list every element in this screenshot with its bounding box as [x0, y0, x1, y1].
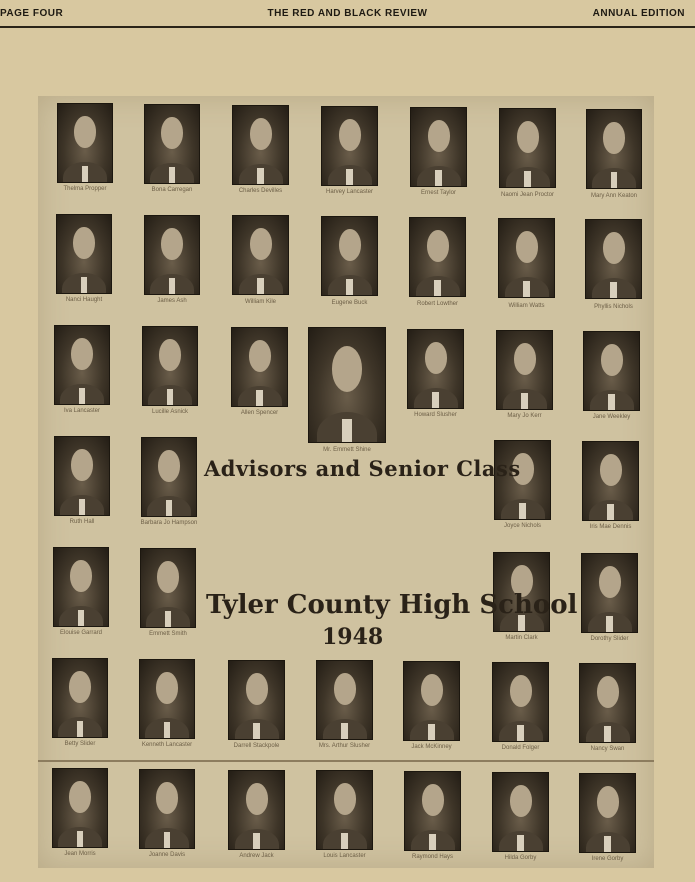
portrait-photo	[499, 108, 556, 188]
portrait-caption: Mrs. Arthur Slusher	[318, 743, 371, 749]
portrait-caption: Robert Lowther	[416, 301, 459, 307]
page-number: PAGE FOUR	[0, 8, 64, 19]
senior-portrait	[54, 325, 110, 414]
portrait-caption: William Watts	[508, 303, 545, 309]
portrait-photo	[404, 771, 461, 851]
portrait-caption: Eugene Buck	[331, 300, 368, 306]
portrait-caption: Louis Lancaster	[323, 853, 366, 859]
senior-portrait	[579, 663, 636, 752]
portrait-caption: Kenneth Lancaster	[141, 742, 193, 748]
school-name: Tyler County High School	[206, 590, 578, 620]
senior-portrait	[579, 773, 636, 862]
portrait-caption: Nancy Swan	[590, 746, 625, 752]
portrait-photo	[144, 104, 200, 184]
senior-portrait	[232, 105, 289, 194]
senior-portrait	[581, 553, 638, 642]
senior-portrait	[492, 662, 549, 751]
portrait-caption: William Kile	[244, 299, 276, 305]
portrait-photo	[53, 547, 109, 627]
portrait-photo	[581, 553, 638, 633]
senior-portrait	[407, 329, 464, 418]
senior-portrait	[410, 107, 467, 196]
senior-portrait	[140, 437, 198, 526]
portrait-photo	[409, 217, 466, 297]
portrait-photo	[231, 327, 288, 407]
senior-portrait	[228, 660, 285, 749]
senior-portrait	[140, 548, 196, 637]
portrait-caption: Joanne Davis	[148, 852, 186, 858]
senior-portrait	[231, 327, 288, 416]
senior-portrait	[142, 326, 198, 415]
portrait-caption: Hilda Gorby	[504, 855, 537, 861]
portrait-photo	[142, 326, 198, 406]
portrait-caption: Howard Slusher	[414, 412, 457, 418]
portrait-caption: Darrell Stackpole	[233, 743, 280, 749]
portrait-caption: Iva Lancaster	[63, 408, 101, 414]
portrait-caption: James Ash	[157, 298, 187, 304]
portrait-photo	[498, 218, 555, 298]
portrait-caption: Jack McKinney	[411, 744, 452, 750]
portrait-photo	[139, 769, 195, 849]
portrait-caption: Betty Slider	[64, 741, 96, 747]
senior-portrait	[316, 660, 373, 749]
senior-portrait	[321, 216, 378, 306]
senior-portrait	[585, 219, 642, 310]
portrait-caption: Harvey Lancaster	[325, 189, 374, 195]
senior-portrait	[52, 768, 108, 857]
portrait-photo	[232, 105, 289, 185]
portrait-caption: Nanci Haught	[65, 297, 103, 303]
portrait-photo	[579, 663, 636, 743]
portrait-caption: Mr. Emmett Shine	[323, 447, 371, 453]
senior-portrait	[316, 770, 373, 859]
senior-portrait	[492, 772, 549, 861]
portrait-caption: Thelma Propper	[63, 186, 107, 192]
portrait-photo	[496, 330, 553, 410]
portrait-caption: Mary Jo Kerr	[507, 413, 542, 419]
portrait-photo	[228, 770, 285, 850]
senior-portrait	[498, 218, 555, 309]
composite-heading: Advisors and Senior Class	[204, 456, 521, 481]
portrait-photo	[321, 106, 378, 186]
senior-portrait	[583, 331, 640, 420]
senior-portrait	[409, 217, 466, 307]
senior-portrait	[404, 771, 461, 860]
portrait-caption: Elouise Garrard	[59, 630, 103, 636]
portrait-photo	[140, 548, 196, 628]
portrait-photo	[139, 659, 195, 739]
senior-portrait	[582, 441, 639, 530]
portrait-photo	[316, 770, 373, 850]
senior-portrait	[403, 661, 460, 750]
portrait-photo	[492, 772, 549, 852]
portrait-photo	[316, 660, 373, 740]
portrait-caption: Donald Folger	[501, 745, 540, 751]
senior-portrait	[321, 106, 378, 195]
senior-portrait	[308, 327, 386, 453]
portrait-photo	[228, 660, 285, 740]
portrait-caption: Raymond Hays	[411, 854, 453, 860]
senior-portrait	[586, 109, 642, 199]
portrait-caption: Emmett Smith	[149, 631, 187, 637]
senior-portrait	[139, 769, 195, 858]
portrait-caption: Naomi Jean Proctor	[500, 192, 555, 198]
portrait-caption: Andrew Jack	[239, 853, 274, 859]
page-header	[0, 0, 695, 28]
portrait-caption: Ruth Hall	[69, 519, 95, 525]
senior-portrait	[139, 659, 195, 748]
row-divider	[38, 760, 654, 762]
portrait-photo	[52, 658, 108, 738]
portrait-photo	[492, 662, 549, 742]
portrait-caption: Joyce Nichols	[503, 523, 541, 529]
portrait-photo	[403, 661, 460, 741]
senior-portrait	[232, 215, 289, 305]
portrait-caption: Iris Mae Dennis	[589, 524, 632, 530]
class-composite-panel	[38, 96, 654, 868]
portrait-caption: Lucille Asnick	[151, 409, 189, 415]
portrait-caption: Ernest Taylor	[421, 190, 456, 196]
portrait-caption: Allen Spencer	[240, 410, 279, 416]
portrait-photo	[586, 109, 642, 189]
portrait-photo	[141, 437, 197, 517]
portrait-photo	[407, 329, 464, 409]
newspaper-title: THE RED AND BLACK REVIEW	[267, 8, 428, 19]
portrait-caption: Bona Carregan	[151, 187, 193, 193]
portrait-caption: Jean Morris	[64, 851, 96, 857]
portrait-caption: Barbara Jo Hampson	[140, 520, 198, 526]
senior-portrait	[144, 104, 200, 193]
portrait-photo	[232, 215, 289, 295]
portrait-photo	[579, 773, 636, 853]
portrait-caption: Phyllis Nichols	[594, 304, 633, 310]
portrait-caption: Charles Devilles	[238, 188, 283, 194]
portrait-photo	[52, 768, 108, 848]
portrait-photo	[54, 325, 110, 405]
portrait-photo	[57, 103, 113, 183]
portrait-photo	[56, 214, 112, 294]
portrait-photo	[410, 107, 467, 187]
senior-portrait	[496, 330, 553, 419]
portrait-photo	[54, 436, 110, 516]
senior-portrait	[228, 770, 285, 859]
portrait-caption: Irene Gorby	[591, 856, 624, 862]
senior-portrait	[499, 108, 556, 198]
portrait-photo	[585, 219, 642, 299]
portrait-photo	[144, 215, 200, 295]
portrait-photo	[321, 216, 378, 296]
portrait-photo	[583, 331, 640, 411]
senior-portrait	[52, 658, 108, 747]
senior-portrait	[53, 547, 109, 636]
class-year: 1948	[322, 624, 384, 650]
portrait-caption: Jane Weekley	[592, 414, 631, 420]
portrait-photo	[582, 441, 639, 521]
senior-portrait	[144, 215, 200, 304]
portrait-caption: Martin Clark	[505, 635, 538, 641]
portrait-caption: Mary Ann Keaton	[590, 193, 638, 199]
senior-portrait	[57, 103, 113, 192]
portrait-photo	[308, 327, 386, 443]
portrait-caption: Dorothy Slider	[590, 636, 629, 642]
senior-portrait	[54, 436, 110, 525]
edition-label: ANNUAL EDITION	[592, 8, 685, 19]
senior-portrait	[56, 214, 112, 303]
